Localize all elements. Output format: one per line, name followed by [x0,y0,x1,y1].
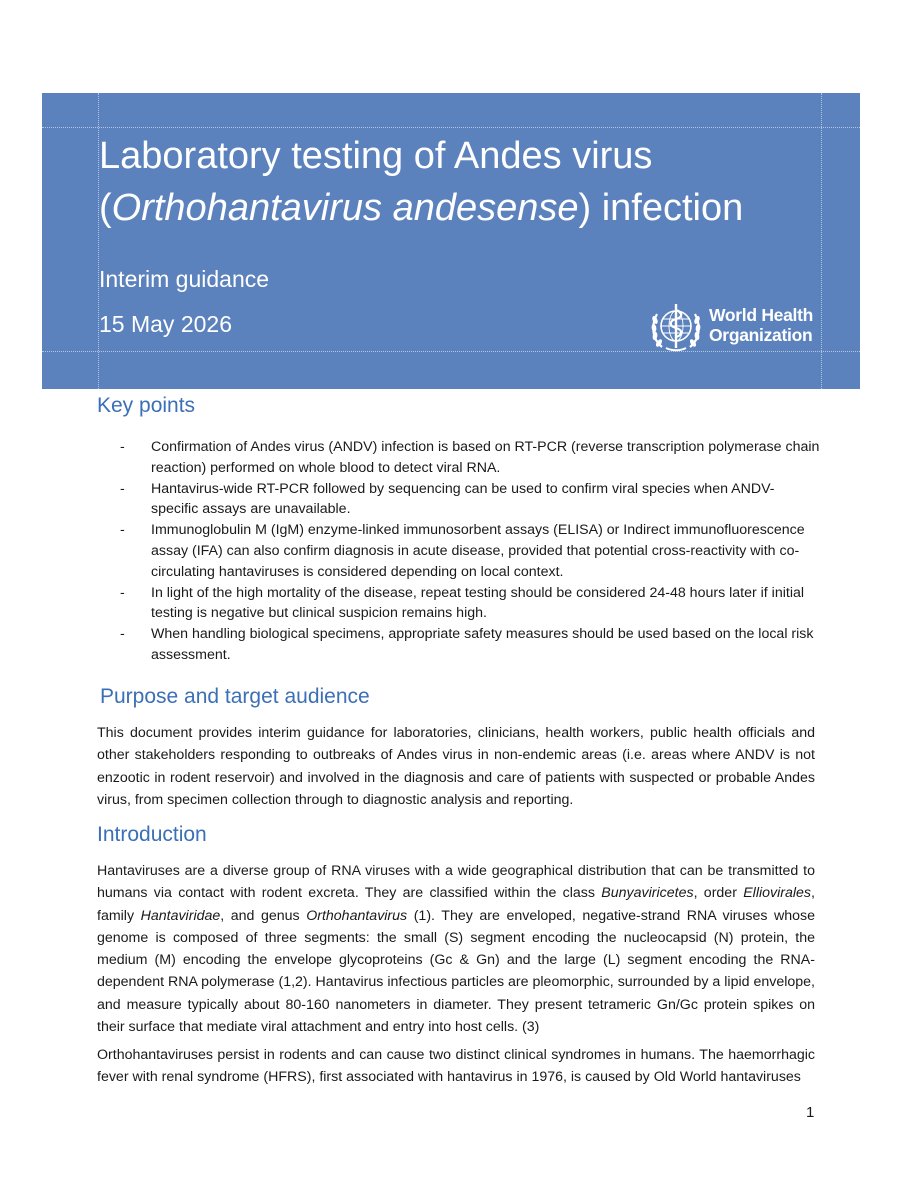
introduction-heading: Introduction [97,823,207,846]
bullet: - [120,439,125,455]
taxon-family: Hantaviridae [140,907,221,924]
taxon-genus: Orthohantavirus [306,907,408,924]
text-run: , and genus [220,907,307,924]
page-number: 1 [806,1104,815,1121]
who-logo-line-2: Organization [709,325,813,345]
title-line-2-end: ) infection [578,187,744,229]
guide-line [821,93,822,389]
text-run: (1). They are enveloped, negative-strand RNA viruses whose genome is composed of three segments: the small (S) segment encoding the nucleocapsid (N) protein, the medium (M) encoding the envelope glycoproteins (Gc & Gn) and the large (L) segment encoding the RNA-dependent RNA polymerase (1,2). Hantavirus infectious particles are pleomorphic, surrounded by a lipid envelope, and measure typically about 80-160 nanometers in diameter. They present tetrameric Gn/Gc protein spikes on their surface that mediate viral attachment and entry into host cells. (3) [97,907,815,1036]
list-item-text: Hantavirus-wide RT-PCR followed by sequencing can be used to confirm viral species when ANDV-specific assays are unavailable. [151,480,775,518]
list-item-text: Confirmation of Andes virus (ANDV) infection is based on RT-PCR (reverse transcription polymerase chain reaction) performed on whole blood to detect viral RNA. [151,439,820,476]
bullet: - [120,522,125,539]
bullet: - [120,626,125,643]
taxon-class: Bunyaviricetes [601,885,694,902]
list-item-text: When handling biological specimens, appropriate safety measures should be used based on the local risk assessment. [151,626,814,663]
list-item [120,624,820,666]
purpose-paragraph: This document provides interim guidance for laboratories, clinicians, health workers, public health officials and other stakeholders responding to outbreaks of Andes virus in non-endemic areas (i.e. areas where ANDV is not enzootic in rodent reservoir) and involved in the diagnosis and care of patients with suspected or probable Andes virus, from specimen collection through to diagnostic analysis and reporting. [97,725,815,808]
list-item [120,583,820,625]
list-item [120,437,820,479]
introduction-paragraph-2: Orthohantaviruses persist in rodents and can cause two distinct clinical syndromes in humans. The haemorrhagic fever with renal syndrome (HFRS), first associated with hantavirus in 1976, is caused by Old World hantaviruses [97,1047,815,1086]
guide-line [42,127,860,128]
list-item-text: Immunoglobulin M (IgM) enzyme-linked immunosorbent assays (ELISA) or Indirect immunofluorescence assay (IFA) can also confirm diagnosis in acute disease, provided that potential cross-reactivity with co-circulating hantaviruses is considered depending on local context. [151,522,805,580]
document-subtitle: Interim guidance [99,266,270,292]
key-points-list [120,437,820,666]
title-line-1: Laboratory testing of Andes virus [99,135,653,177]
introduction-paragraph-1 [97,860,815,1038]
text-run: , order [693,885,744,902]
who-emblem-icon [648,298,704,354]
document-title [99,130,819,234]
who-logo [648,298,820,354]
title-paren: ( [99,187,112,229]
list-item-text: In light of the high mortality of the disease, repeat testing should be considered 24-48 hours later if initial testing is negative but clinical suspicion remains high. [151,584,805,622]
list-item [120,520,820,582]
key-points-heading: Key points [97,394,196,417]
taxon-order: Elliovirales [743,885,812,902]
who-logo-line-1: World Health [709,305,813,325]
document-date: 15 May 2026 [99,311,232,337]
who-logo-text [709,305,813,345]
purpose-heading: Purpose and target audience [100,685,370,708]
list-item [120,479,820,521]
bullet: - [120,584,125,601]
text-run: Hantaviruses are a diverse group of RNA viruses with a wide geographical distribution that can be transmitted to humans via contact with rodent excreta. They are classified within the class [97,863,815,902]
bullet: - [120,480,125,497]
text-run: , family [97,885,815,924]
title-species-italic: Orthohantavirus andesense [111,187,579,229]
